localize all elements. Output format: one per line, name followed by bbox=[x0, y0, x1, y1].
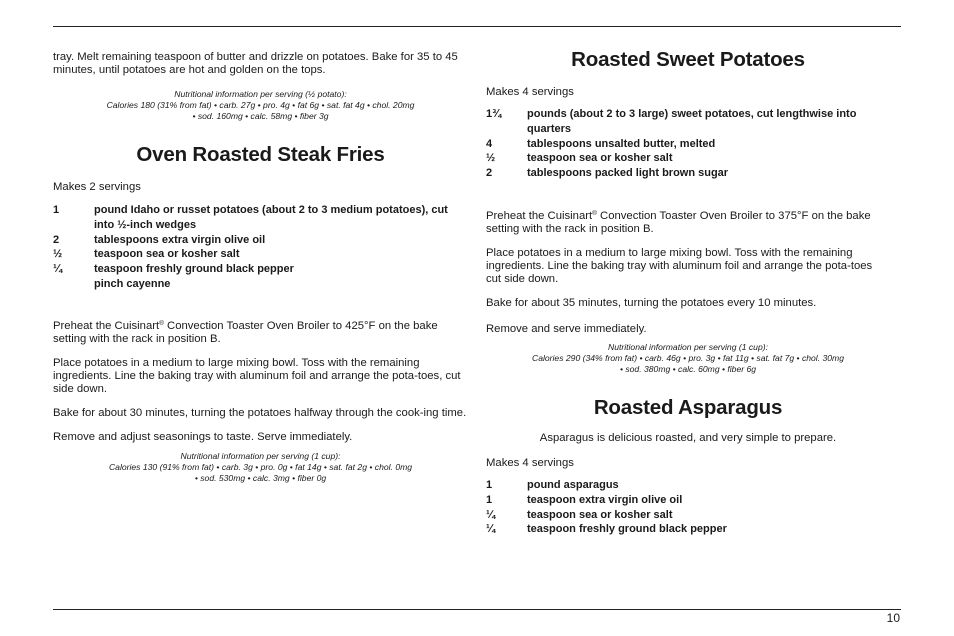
recipe-intro: Asparagus is delicious roasted, and very simple to prepare. bbox=[539, 431, 837, 444]
ingredient-item bbox=[53, 262, 468, 277]
instruction-step bbox=[53, 320, 468, 346]
right-column bbox=[486, 40, 890, 537]
ingredient-item bbox=[53, 233, 468, 248]
ingredient-item bbox=[53, 203, 468, 233]
ingredient-item bbox=[486, 508, 890, 523]
ingredient-item bbox=[486, 166, 890, 181]
nutrition-info bbox=[53, 451, 468, 484]
instruction-step: Place potatoes in a medium to large mixing bowl. Toss with the remaining ingredients. Line the baking tray with aluminum foil and arrange the pota-toes, cut side down. bbox=[53, 356, 461, 395]
ingredient-item bbox=[486, 137, 890, 152]
ingredient-item bbox=[486, 493, 890, 508]
ingredient-text: teaspoon sea or kosher salt bbox=[527, 152, 673, 165]
instruction-step: Remove and adjust seasonings to taste. Serve immediately. bbox=[53, 430, 353, 443]
instruction-step: Bake for about 35 minutes, turning the potatoes every 10 minutes. bbox=[486, 296, 817, 309]
ingredient-qty: 1 bbox=[53, 204, 60, 216]
step-text: Preheat the Cuisinart bbox=[53, 319, 160, 332]
nutrition-line: • sod. 530mg • calc. 3mg • fiber 0g bbox=[194, 472, 327, 483]
ingredient-qty: ½ bbox=[53, 248, 63, 261]
nutrition-info bbox=[486, 342, 890, 375]
nutrition-heading: Nutritional information per serving (1 cup): bbox=[607, 341, 768, 352]
nutrition-info bbox=[53, 89, 468, 122]
instruction-step bbox=[486, 210, 890, 236]
ingredient-qty: 2 bbox=[486, 167, 493, 180]
instruction-step: Place potatoes in a medium to large mixing bowl. Toss with the remaining ingredients. Line the baking tray with aluminum foil and arrange the pota-toes cut side down. bbox=[486, 246, 873, 285]
nutrition-heading: Nutritional information per serving (1 cup): bbox=[180, 450, 341, 461]
ingredient-item bbox=[486, 478, 890, 493]
recipe-title: Oven Roasted Steak Fries bbox=[136, 143, 385, 166]
ingredient-qty bbox=[53, 277, 94, 292]
step-text: Convection Toaster Oven Broiler to 425°F on the bake setting with the rack in position B. bbox=[53, 319, 438, 345]
ingredient-qty: 1¾ bbox=[486, 108, 502, 120]
ingredient-text: teaspoon extra virgin olive oil bbox=[527, 493, 683, 506]
nutrition-line: Calories 180 (31% from fat) • carb. 27g • pro. 4g • fat 6g • sat. fat 4g • chol. 20mg bbox=[106, 100, 415, 110]
ingredient-list bbox=[486, 107, 890, 181]
ingredient-text: tablespoons unsalted butter, melted bbox=[527, 137, 716, 150]
intro-paragraph: tray. Melt remaining teaspoon of butter and drizzle on potatoes. Bake for 35 to 45 minutes, until potatoes are hot and golden on the tops. bbox=[53, 51, 458, 76]
ingredient-item bbox=[53, 247, 468, 262]
left-column bbox=[53, 40, 468, 484]
recipe-title: Roasted Sweet Potatoes bbox=[571, 48, 805, 71]
registered-mark: ® bbox=[159, 319, 164, 327]
ingredient-item bbox=[486, 107, 890, 137]
page-number: 10 bbox=[886, 611, 900, 625]
bottom-rule bbox=[53, 609, 901, 610]
servings-text: Makes 4 servings bbox=[486, 456, 574, 469]
ingredient-qty: 4 bbox=[486, 137, 493, 150]
ingredient-list bbox=[53, 203, 468, 292]
nutrition-heading: Nutritional information per serving (½ potato): bbox=[174, 89, 347, 99]
ingredient-text: tablespoons extra virgin olive oil bbox=[94, 233, 266, 246]
servings-text: Makes 4 servings bbox=[486, 86, 574, 98]
instruction-step: Remove and serve immediately. bbox=[486, 322, 647, 335]
ingredient-list bbox=[486, 478, 890, 537]
ingredient-qty: ¼ bbox=[486, 523, 496, 536]
ingredient-text: pound Idaho or russet potatoes (about 2 to 3 medium potatoes), cut into ½-inch wedges bbox=[94, 204, 448, 231]
recipe-title: Roasted Asparagus bbox=[593, 395, 783, 419]
ingredient-item bbox=[486, 151, 890, 166]
top-rule bbox=[53, 26, 901, 27]
ingredient-qty: 2 bbox=[53, 233, 60, 246]
ingredient-qty: 1 bbox=[486, 493, 493, 506]
registered-mark: ® bbox=[592, 209, 597, 217]
nutrition-line: Calories 290 (34% from fat) • carb. 46g • pro. 3g • fat 11g • sat. fat 7g • chol. 30mg bbox=[531, 352, 844, 363]
ingredient-text: teaspoon sea or kosher salt bbox=[94, 248, 240, 261]
ingredient-text: teaspoon freshly ground black pepper bbox=[527, 523, 727, 536]
servings-text: Makes 2 servings bbox=[53, 181, 141, 193]
ingredient-text: pound asparagus bbox=[527, 478, 619, 491]
ingredient-qty: ½ bbox=[486, 152, 496, 165]
step-text: Preheat the Cuisinart bbox=[486, 209, 593, 222]
ingredient-text: teaspoon sea or kosher salt bbox=[527, 508, 673, 521]
step-text: Convection Toaster Oven Broiler to 375°F on the bake setting with the rack in position B. bbox=[486, 209, 871, 235]
ingredient-text: teaspoon freshly ground black pepper bbox=[94, 263, 294, 276]
nutrition-line: Calories 130 (91% from fat) • carb. 3g • pro. 0g • fat 14g • sat. fat 2g • chol. 0mg bbox=[108, 461, 413, 472]
ingredient-text: tablespoons packed light brown sugar bbox=[527, 167, 729, 180]
nutrition-line: • sod. 160mg • calc. 58mg • fiber 3g bbox=[192, 111, 329, 121]
ingredient-item bbox=[486, 522, 890, 537]
nutrition-line: • sod. 380mg • calc. 60mg • fiber 6g bbox=[619, 363, 757, 374]
ingredient-text: pinch cayenne bbox=[94, 277, 171, 290]
ingredient-qty: ¼ bbox=[53, 263, 63, 276]
instruction-step: Bake for about 30 minutes, turning the potatoes halfway through the cook-ing time. bbox=[53, 406, 467, 419]
ingredient-item bbox=[53, 277, 468, 292]
ingredient-qty: ¼ bbox=[486, 508, 496, 521]
ingredient-text: pounds (about 2 to 3 large) sweet potatoes, cut lengthwise into quarters bbox=[527, 108, 857, 135]
ingredient-qty: 1 bbox=[486, 478, 493, 491]
